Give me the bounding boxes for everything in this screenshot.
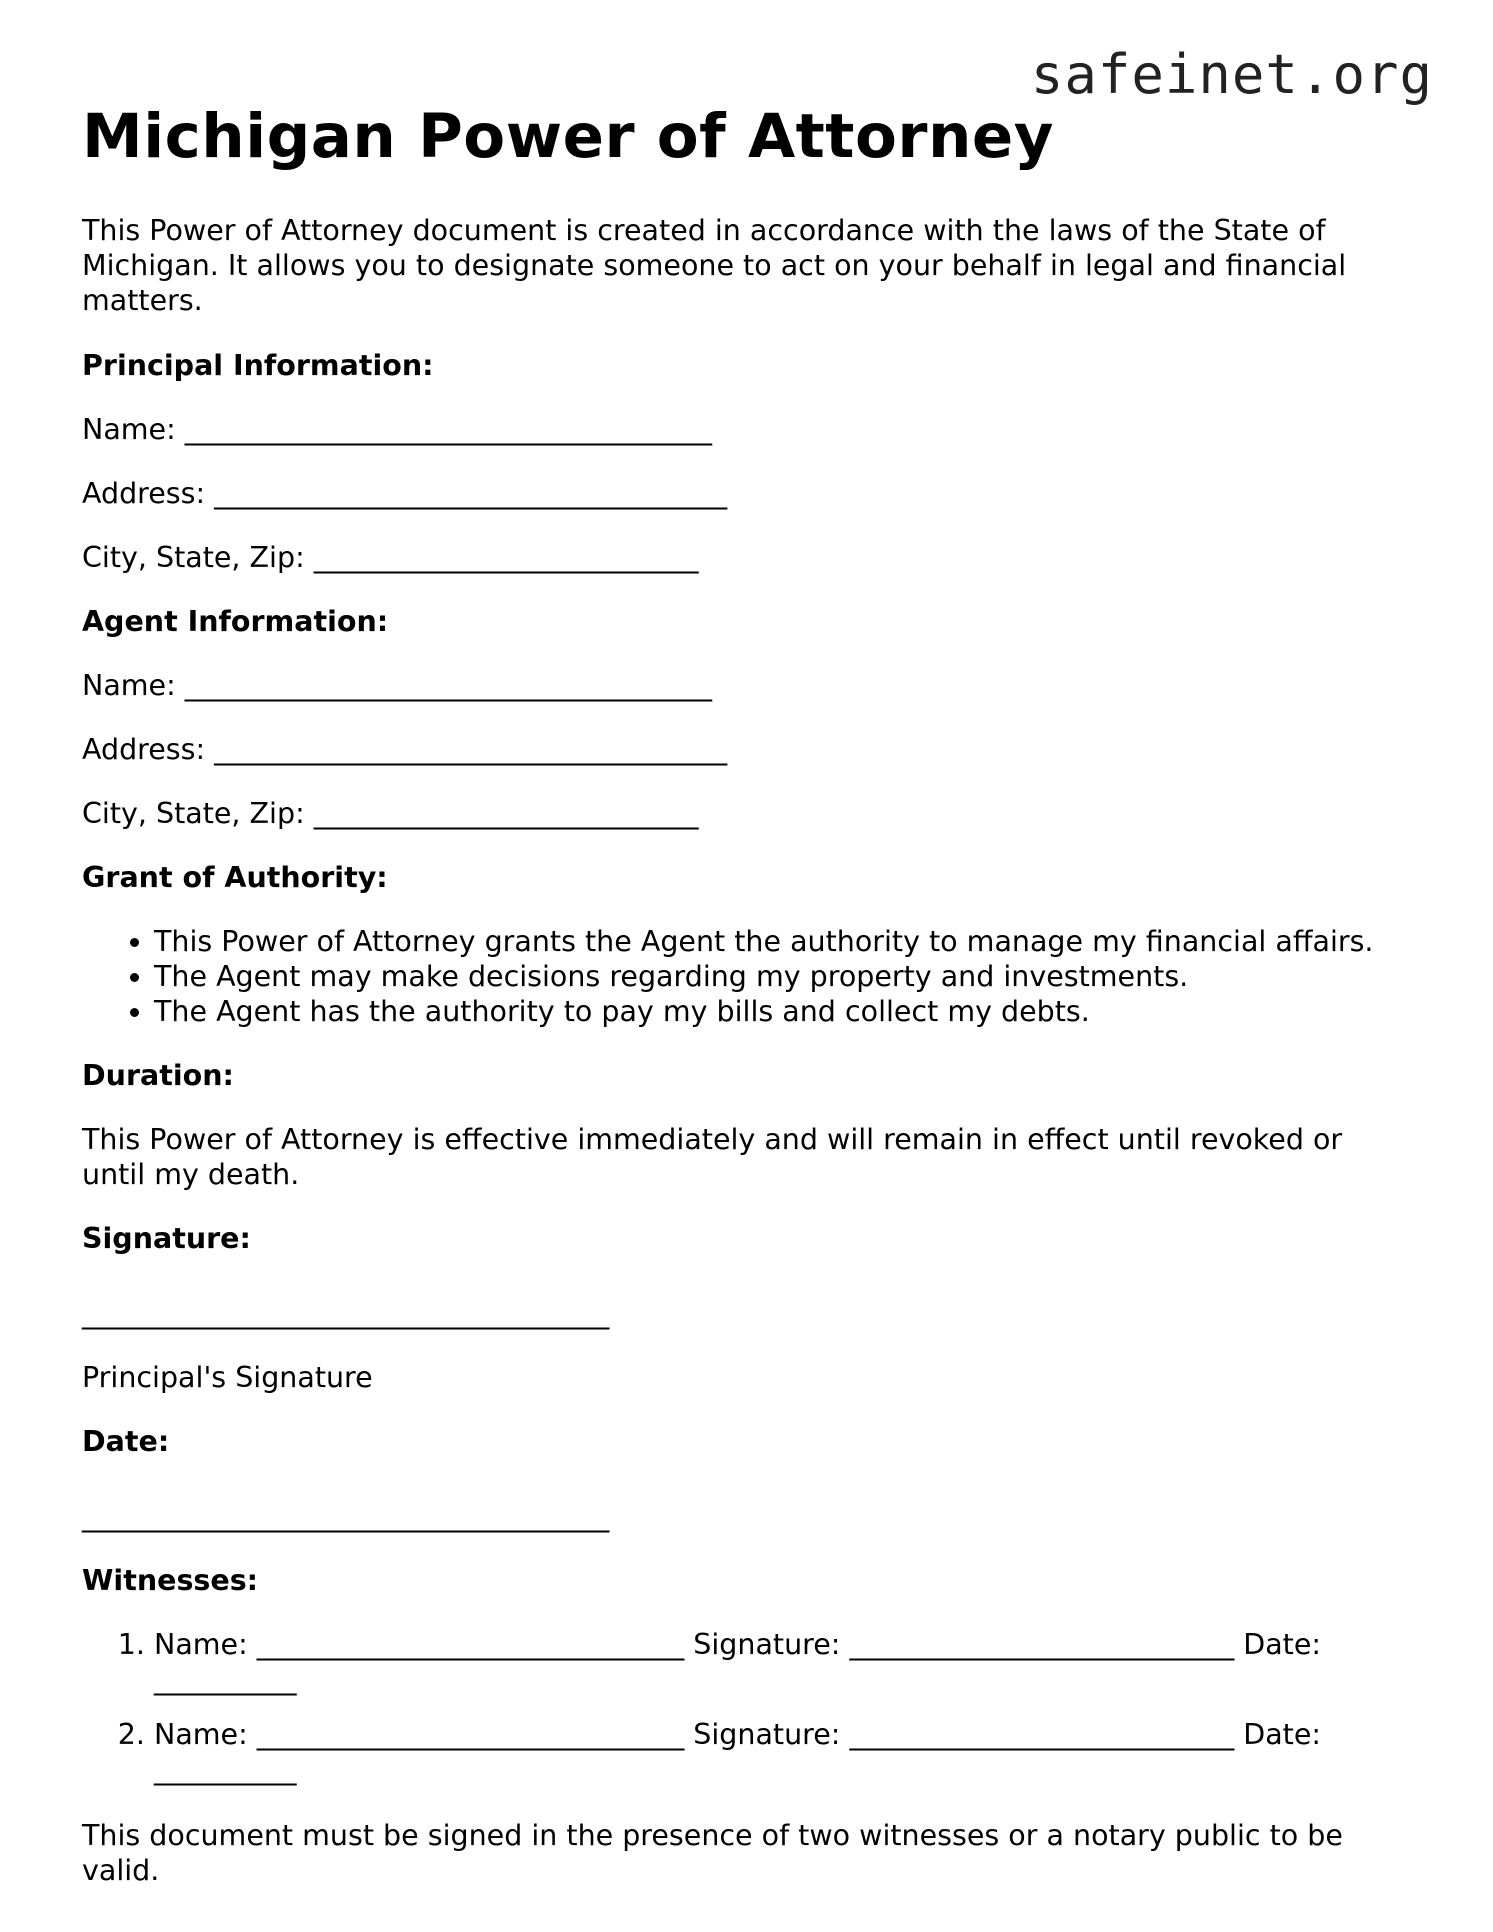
principal-name-field: Name: _____________________________________ [82, 413, 712, 447]
intro-paragraph: This Power of Attorney document is created in accordance with the laws of the State of Michigan. It allows you to designate someone to act on your behalf in legal and financial matters. [82, 214, 1347, 318]
grant-heading: Grant of Authority: [82, 861, 388, 895]
agent-city-field: City, State, Zip: ___________________________ [82, 797, 699, 831]
signature-line: _____________________________________ [82, 1297, 610, 1331]
signature-caption: Principal's Signature [82, 1361, 373, 1395]
date-line: _____________________________________ [82, 1500, 610, 1534]
witness-item: 2. Name: ______________________________ Signature: ___________________________ Date: __________ [154, 1717, 1412, 1787]
duration-heading: Duration: [82, 1059, 234, 1093]
witness-list [82, 1627, 1412, 1787]
principal-city-field: City, State, Zip: ___________________________ [82, 541, 699, 575]
document-page [82, 100, 1412, 1888]
duration-text: This Power of Attorney is effective immediately and will remain in effect until revoked or until my death. [82, 1123, 1343, 1192]
witnesses-heading: Witnesses: [82, 1564, 259, 1598]
agent-address-field: Address: ____________________________________ [82, 733, 728, 767]
agent-heading: Agent Information: [82, 605, 389, 639]
signature-heading: Signature: [82, 1222, 251, 1256]
date-heading: Date: [82, 1425, 170, 1459]
page-title: Michigan Power of Attorney [82, 101, 1055, 172]
grant-list [82, 924, 1412, 1029]
grant-item: • The Agent may make decisions regarding my property and investments. [154, 959, 1412, 994]
witness-item: 1. Name: ______________________________ Signature: ___________________________ Date: __________ [154, 1627, 1412, 1697]
grant-item: • This Power of Attorney grants the Agent the authority to manage my financial affairs. [154, 924, 1412, 959]
watermark: safeinet.org [1030, 43, 1433, 106]
footer-note: This document must be signed in the presence of two witnesses or a notary public to be valid. [82, 1819, 1343, 1888]
principal-heading: Principal Information: [82, 349, 434, 383]
grant-item: • The Agent has the authority to pay my bills and collect my debts. [154, 994, 1412, 1029]
principal-address-field: Address: ____________________________________ [82, 477, 728, 511]
agent-name-field: Name: _____________________________________ [82, 669, 712, 703]
